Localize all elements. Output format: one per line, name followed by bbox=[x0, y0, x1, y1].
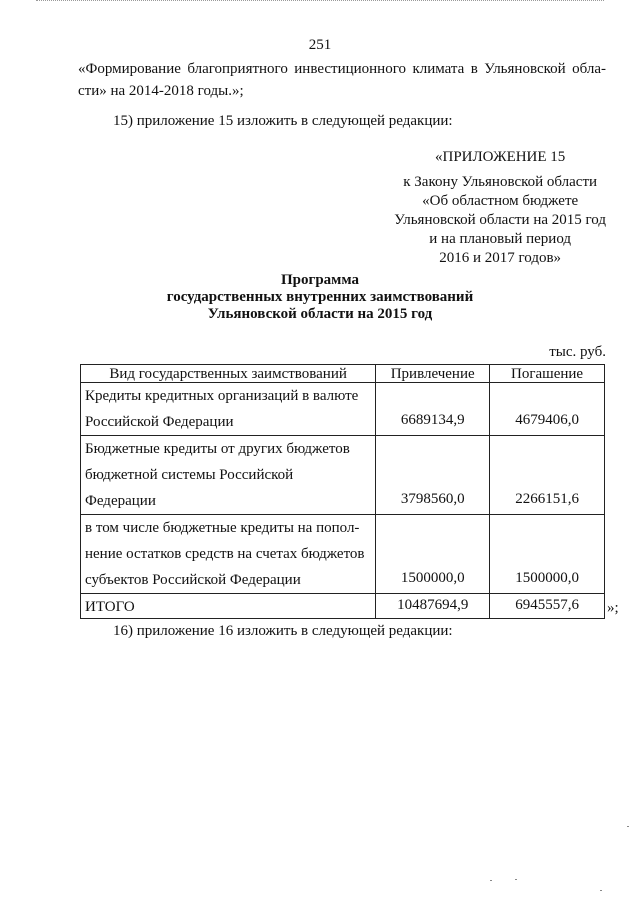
row-name-line: Федерации bbox=[85, 493, 156, 509]
attraction-value: 3798560,0 bbox=[376, 436, 490, 515]
row-name bbox=[81, 436, 376, 515]
table-row bbox=[81, 515, 605, 594]
column-header-repayment: Погашение bbox=[490, 365, 605, 383]
table-row bbox=[81, 383, 605, 436]
row-name-line: субъектов Российской Федерации bbox=[85, 572, 301, 588]
scan-speck bbox=[515, 879, 517, 880]
total-label: ИТОГО bbox=[81, 594, 376, 619]
row-name-line: нение остатков средств на счетах бюджетов bbox=[85, 546, 365, 562]
paragraph-3: 16) приложение 16 изложить в следующей редакции: bbox=[113, 623, 453, 639]
program-title bbox=[0, 272, 640, 323]
total-attraction-value: 10487694,9 bbox=[376, 594, 490, 619]
table-total-row bbox=[81, 594, 605, 619]
repayment-value: 4679406,0 bbox=[490, 383, 605, 436]
table-header-row bbox=[81, 365, 605, 383]
paragraph-2: 15) приложение 15 изложить в следующей редакции: bbox=[113, 113, 453, 129]
borrowings-table bbox=[80, 364, 605, 619]
appendix-line: «Об областном бюджете bbox=[422, 193, 579, 209]
total-repayment-value: 6945557,6 bbox=[490, 594, 605, 619]
appendix-line: Ульяновской области на 2015 год bbox=[394, 212, 606, 228]
appendix-line: к Закону Ульяновской области bbox=[403, 174, 598, 190]
attraction-value: 1500000,0 bbox=[376, 515, 490, 594]
units-label: тыс. руб. bbox=[549, 344, 606, 360]
column-header-attraction: Привлечение bbox=[376, 365, 490, 383]
paragraph-1-line-1: «Формирование благоприятного инвестиционного климата в Ульяновской обла- bbox=[78, 61, 606, 77]
row-name-line: Кредиты кредитных организаций в валюте bbox=[85, 388, 359, 404]
row-name-line: Бюджетные кредиты от других бюджетов bbox=[85, 441, 350, 457]
row-name-line: Российской Федерации bbox=[85, 414, 234, 430]
program-title-line: государственных внутренних заимствований bbox=[166, 289, 474, 305]
attraction-value: 6689134,9 bbox=[376, 383, 490, 436]
appendix-line: и на плановый период bbox=[429, 231, 572, 247]
closing-quote-mark: »; bbox=[607, 600, 619, 616]
scan-edge-artifact bbox=[36, 0, 604, 5]
row-name bbox=[81, 515, 376, 594]
scan-speck bbox=[490, 880, 492, 881]
scan-speck bbox=[627, 826, 629, 827]
paragraph-1-line-2: сти» на 2014-2018 годы.»; bbox=[78, 83, 244, 99]
repayment-value: 1500000,0 bbox=[490, 515, 605, 594]
row-name-line: бюджетной системы Российской bbox=[85, 467, 294, 483]
appendix-header bbox=[394, 148, 606, 268]
program-title-line: Ульяновской области на 2015 год bbox=[207, 306, 433, 322]
page-number: 251 bbox=[308, 37, 332, 53]
scan-speck bbox=[600, 890, 602, 891]
table-row bbox=[81, 436, 605, 515]
repayment-value: 2266151,6 bbox=[490, 436, 605, 515]
row-name bbox=[81, 383, 376, 436]
row-name-line: в том числе бюджетные кредиты на попол- bbox=[85, 520, 360, 536]
column-header-type: Вид государственных заимствований bbox=[81, 365, 376, 383]
appendix-line: 2016 и 2017 годов» bbox=[439, 250, 562, 266]
program-title-line: Программа bbox=[281, 272, 359, 288]
appendix-title: «ПРИЛОЖЕНИЕ 15 bbox=[434, 149, 566, 165]
